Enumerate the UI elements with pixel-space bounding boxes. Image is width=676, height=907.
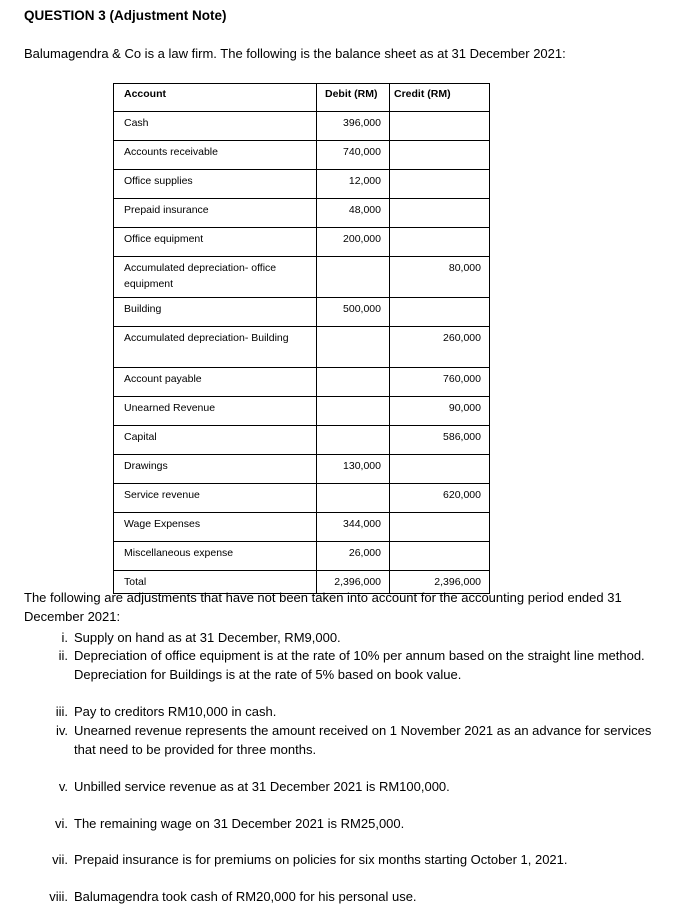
- cell-debit: 130,000: [317, 455, 390, 484]
- item-text: Depreciation of office equipment is at the rate of 10% per annum based on the straight line method. Depreciation for Buildings is at the rate of 5% based on book value.: [74, 648, 645, 682]
- cell-debit: [317, 397, 390, 426]
- cell-debit: [317, 484, 390, 513]
- cell-credit: [390, 199, 490, 228]
- item-number: iii.: [55, 704, 68, 719]
- item-number: v.: [58, 779, 68, 794]
- question-title: QUESTION 3 (Adjustment Note): [24, 8, 227, 23]
- item-text: Prepaid insurance is for premiums on policies for six months starting October 1, 2021.: [74, 852, 568, 867]
- cell-credit: 80,000: [390, 257, 490, 298]
- adjustments-intro: The following are adjustments that have not been taken into account for the accounting period ended 31 December 2021:: [24, 590, 622, 624]
- cell-debit: 344,000: [317, 513, 390, 542]
- header-debit: Debit (RM): [317, 84, 390, 112]
- adjustment-item: [58, 778, 654, 797]
- table-row: [114, 112, 490, 141]
- cell-debit: 740,000: [317, 141, 390, 170]
- adjustment-item: [52, 851, 654, 870]
- item-number: ii.: [58, 648, 68, 663]
- cell-credit: 90,000: [390, 397, 490, 426]
- table-row: [114, 170, 490, 199]
- cell-credit: 760,000: [390, 368, 490, 397]
- table-row: [114, 426, 490, 455]
- cell-credit: [390, 542, 490, 571]
- adjustment-item: [55, 703, 654, 722]
- cell-account: Capital: [114, 426, 317, 455]
- cell-debit: 200,000: [317, 228, 390, 257]
- cell-debit: [317, 327, 390, 368]
- item-text: Unbilled service revenue as at 31 December 2021 is RM100,000.: [74, 779, 450, 794]
- item-text: Pay to creditors RM10,000 in cash.: [74, 704, 277, 719]
- cell-credit: [390, 513, 490, 542]
- item-text: Unearned revenue represents the amount received on 1 November 2021 as an advance for services that need to be provided for three months.: [74, 723, 652, 757]
- cell-debit: 2,396,000: [317, 571, 390, 594]
- item-text: Balumagendra took cash of RM20,000 for his personal use.: [74, 889, 417, 904]
- table-row: [114, 141, 490, 170]
- adjustment-item: [58, 647, 654, 684]
- table-header-row: [114, 84, 490, 112]
- cell-credit: 260,000: [390, 327, 490, 368]
- cell-debit: [317, 426, 390, 455]
- cell-credit: 2,396,000: [390, 571, 490, 594]
- cell-credit: 586,000: [390, 426, 490, 455]
- cell-credit: [390, 141, 490, 170]
- table-row: [114, 455, 490, 484]
- cell-debit: 48,000: [317, 199, 390, 228]
- cell-debit: [317, 257, 390, 298]
- adjustment-item: [55, 815, 654, 834]
- cell-debit: 396,000: [317, 112, 390, 141]
- cell-account: Total: [114, 571, 317, 594]
- cell-account: Wage Expenses: [114, 513, 317, 542]
- cell-account: Unearned Revenue: [114, 397, 317, 426]
- table-row: [114, 397, 490, 426]
- cell-account: Accumulated depreciation- Building: [114, 327, 317, 368]
- table-row: [114, 368, 490, 397]
- cell-account: Building: [114, 298, 317, 327]
- cell-credit: [390, 112, 490, 141]
- cell-debit: 12,000: [317, 170, 390, 199]
- cell-account: Accumulated depreciation- office equipment: [114, 257, 317, 298]
- header-account: Account: [114, 84, 317, 112]
- intro-text: Balumagendra & Co is a law firm. The following is the balance sheet as at 31 December 2021:: [24, 46, 566, 61]
- cell-account: Drawings: [114, 455, 317, 484]
- table-row: [114, 513, 490, 542]
- adjustment-item: [49, 888, 654, 907]
- item-text: The remaining wage on 31 December 2021 is RM25,000.: [74, 816, 405, 831]
- table-row: [114, 327, 490, 368]
- cell-account: Office equipment: [114, 228, 317, 257]
- cell-credit: 620,000: [390, 484, 490, 513]
- cell-account: Office supplies: [114, 170, 317, 199]
- table-row: [114, 199, 490, 228]
- cell-account: Prepaid insurance: [114, 199, 317, 228]
- cell-credit: [390, 455, 490, 484]
- adjustment-item: [55, 722, 654, 759]
- cell-credit: [390, 298, 490, 327]
- cell-account: Cash: [114, 112, 317, 141]
- balance-sheet-table: [113, 83, 490, 594]
- cell-debit: [317, 368, 390, 397]
- item-number: iv.: [55, 723, 68, 738]
- table-row: [114, 298, 490, 327]
- cell-account: Miscellaneous expense: [114, 542, 317, 571]
- table-row: [114, 228, 490, 257]
- item-text: Supply on hand as at 31 December, RM9,000.: [74, 630, 341, 645]
- cell-account: Accounts receivable: [114, 141, 317, 170]
- cell-debit: 500,000: [317, 298, 390, 327]
- table-row: [114, 484, 490, 513]
- cell-account: Account payable: [114, 368, 317, 397]
- item-number: vi.: [55, 816, 68, 831]
- item-number: i.: [61, 630, 68, 645]
- cell-credit: [390, 170, 490, 199]
- item-number: vii.: [52, 852, 68, 867]
- cell-account: Service revenue: [114, 484, 317, 513]
- table-row: [114, 257, 490, 298]
- cell-credit: [390, 228, 490, 257]
- header-credit: Credit (RM): [390, 84, 490, 112]
- cell-debit: 26,000: [317, 542, 390, 571]
- table-row: [114, 542, 490, 571]
- item-number: viii.: [49, 889, 68, 904]
- adjustment-item: [61, 629, 654, 648]
